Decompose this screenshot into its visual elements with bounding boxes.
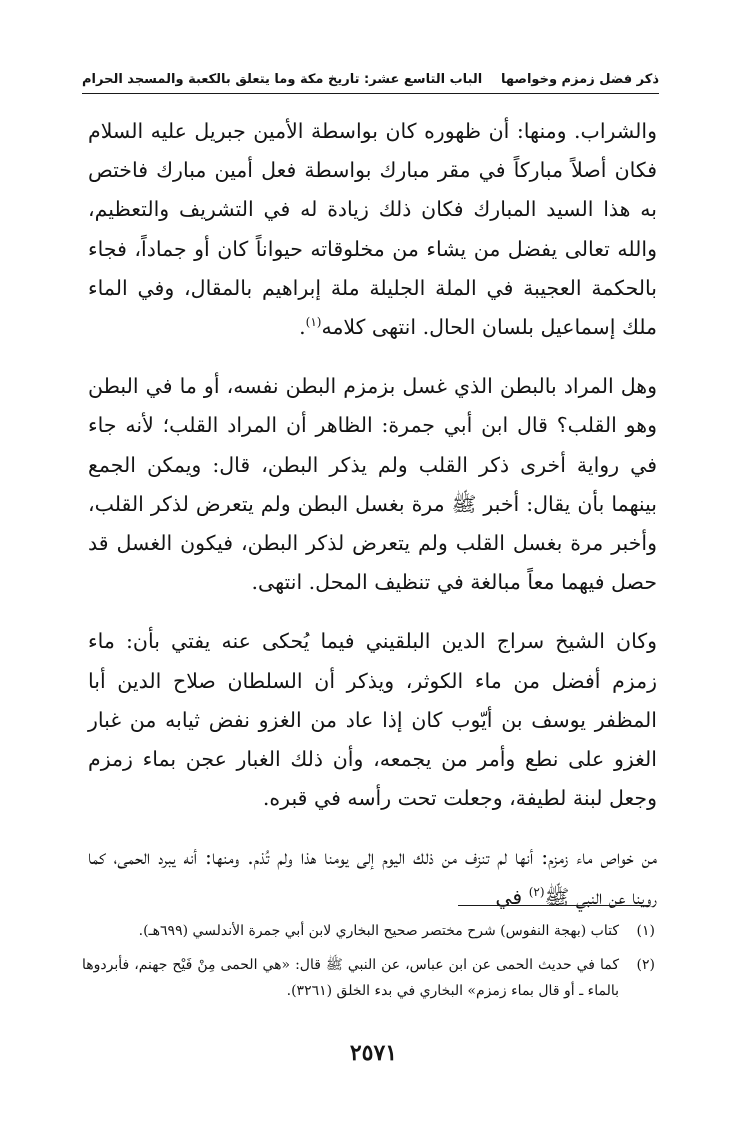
footnotes bbox=[82, 918, 655, 1012]
footnote-1 bbox=[82, 918, 655, 944]
footnote-ref-1[interactable]: (١) bbox=[305, 315, 322, 330]
footnote-text: كتاب (بهجة النفوس) شرح مختصر صحيح البخاري لابن أبي جمرة الأندلسي (٦٩٩هـ). bbox=[138, 923, 619, 939]
footnote-ref-2[interactable]: (٢) bbox=[528, 884, 545, 899]
footnote-number: (٢) bbox=[636, 957, 655, 973]
footnote-number: (١) bbox=[636, 923, 655, 939]
paragraph-2: وهل المراد بالبطن الذي غسل بزمزم البطن نفسه، أو ما في البطن وهو القلب؟ قال ابن أبي جمرة: الظاهر أن المراد القلب؛ لأنه جاء في رواية أخرى ذكر القلب ولم يذكر البطن، قال: ويمكن الجمع بينهما بأن يقال: أخبر ﷺ مرة بغسل البطن ولم يتعرض لذكر القلب، وأخبر مرة بغسل القلب ولم يتعرض لذكر البطن، فيكون الغسل قد حصل فيهما معاً مبالغة في تنظيف المحل. انتهى. bbox=[88, 374, 657, 595]
paragraph-4: من خواص ماء زمزم: أنها لم تنزف من ذلك اليوم إلى يومنا هذا ولم تُذم. ومنها: أنه يبرد الحمى، كما روينا عن النبي ﷺ$^{(٢)}$ في bbox=[88, 845, 657, 909]
paragraph-1: والشراب. ومنها: أن ظهوره كان بواسطة الأمين جبريل عليه السلام فكان أصلاً مباركاً في مقر مبارك بواسطة فعل أمين مبارك فاختص به هذا السيد المبارك فكان ذلك زيادة له في التشريف والتعظيم، والله تعالى يفضل من يشاء من مخلوقاته حيواناً كان أو جماداً، فجاء بالحكمة العجيبة في الملة الجليلة ملة إبراهيم بالمقال، وفي الماء ملك إسماعيل بلسان الحال. انتهى كلامه$^{(١)}$. bbox=[88, 119, 657, 340]
main-text bbox=[88, 112, 657, 917]
header-chapter-topic: ذكر فضل زمزم وخواصها bbox=[500, 72, 659, 87]
footnote-2 bbox=[82, 952, 655, 1004]
header-chapter-title: الباب التاسع عشر: تاريخ مكة وما يتعلق بالكعبة والمسجد الحرام bbox=[82, 72, 483, 87]
footnote-separator bbox=[458, 905, 650, 906]
paragraph-3: وكان الشيخ سراج الدين البلقيني فيما يُحكى عنه يفتي بأن: ماء زمزم أفضل من ماء الكوثر، ويذكر أن السلطان صلاح الدين أبا المظفر يوسف بن أيّوب كان إذا عاد من الغزو نفض ثيابه من غبار الغزو على نطع وأمر من يجمعه، وأن ذلك الغبار عجن بماء زمزم وجعل لبنة لطيفة، وجعلت تحت رأسه في قبره. bbox=[88, 629, 657, 811]
running-header bbox=[82, 56, 659, 94]
footnote-text: كما في حديث الحمى عن ابن عباس، عن النبي ﷺ قال: «هي الحمى مِنْ فَيْح جهنم، فأبردوها بالماء ـ أو قال بماء زمزم» البخاري في بدء الخلق (٣٢٦١). bbox=[82, 957, 619, 999]
page-number: ٢٥٧١ bbox=[349, 1040, 398, 1066]
